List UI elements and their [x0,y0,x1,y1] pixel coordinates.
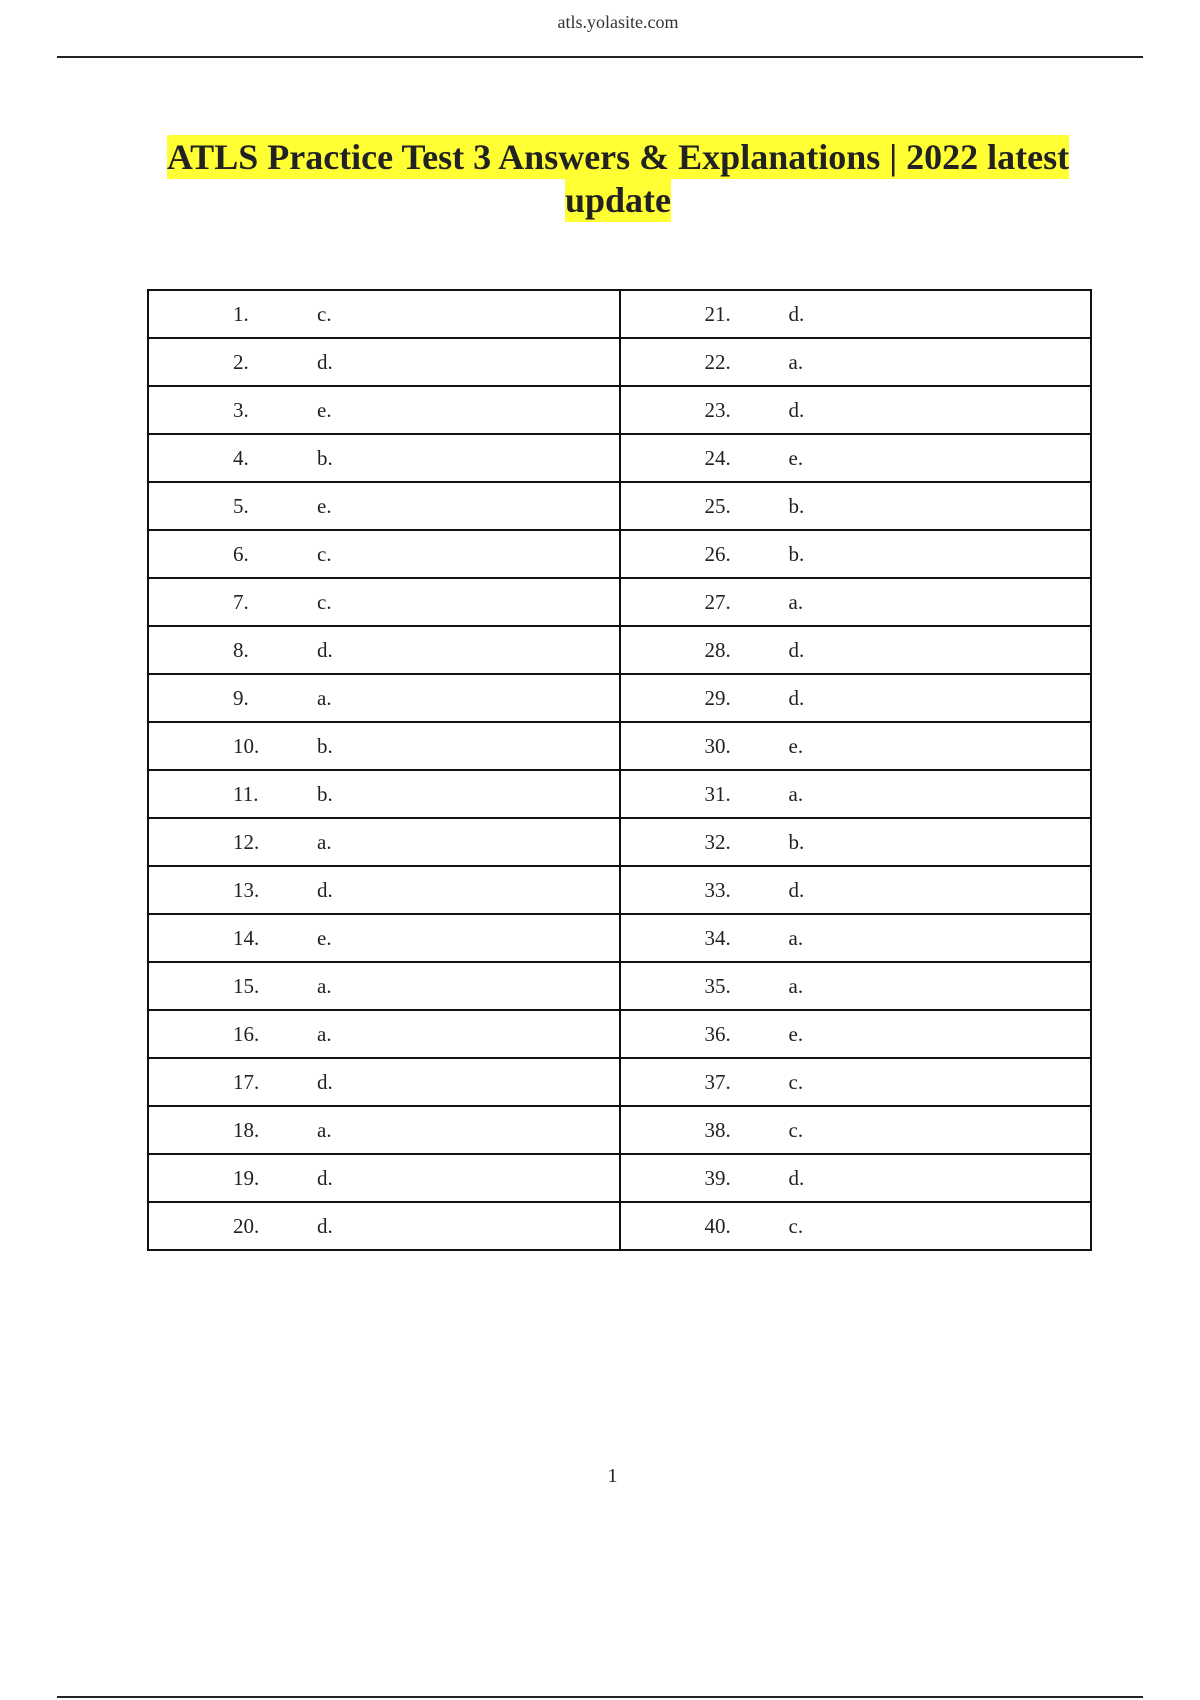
table-row [148,338,1091,386]
answer-letter: d. [788,301,805,326]
answer-cell [620,818,1092,866]
answer-letter: c. [788,1069,804,1094]
answer-cell-content [621,627,1091,673]
answer-cell [620,386,1092,434]
answer-cell [148,290,620,338]
answer-cell-content [149,1155,619,1201]
answer-letter: b. [317,445,333,470]
answer-cell [148,482,620,530]
answer-cell [148,818,620,866]
answer-cell-content [621,867,1091,913]
answer-cell [148,1202,620,1250]
question-number: 40. [704,1213,731,1238]
answer-cell [620,434,1092,482]
answer-cell [620,914,1092,962]
answer-letter: a. [317,1117,332,1142]
question-number: 15. [233,973,260,998]
question-number: 17. [233,1069,260,1094]
answer-cell [148,674,620,722]
answer-letter: d. [788,397,805,422]
answer-cell-content [621,819,1091,865]
answer-cell-content [149,963,619,1009]
table-row [148,1010,1091,1058]
answer-cell [148,914,620,962]
answer-letter: a. [317,685,332,710]
answer-cell [620,626,1092,674]
answer-cell-content [621,1011,1091,1057]
answer-cell-content [149,387,619,433]
question-number: 4. [233,445,249,470]
question-number: 29. [704,685,731,710]
answer-cell-content [149,1011,619,1057]
question-number: 18. [233,1117,260,1142]
page-number: 1 [607,1465,618,1487]
answer-letter: b. [317,733,333,758]
answer-letter: d. [788,685,805,710]
answer-cell [148,1106,620,1154]
table-row [148,674,1091,722]
question-number: 27. [704,589,731,614]
table-row [148,770,1091,818]
answer-cell [620,1010,1092,1058]
question-number: 33. [704,877,731,902]
answer-cell [620,962,1092,1010]
table-row [148,962,1091,1010]
answer-cell-content [149,627,619,673]
answer-cell-content [621,483,1091,529]
answer-letter: b. [788,493,805,518]
answer-letter: a. [317,1021,332,1046]
answer-letter: d. [317,349,333,374]
answer-cell [620,866,1092,914]
question-number: 13. [233,877,260,902]
question-number: 2. [233,349,249,374]
table-row [148,1202,1091,1250]
answer-cell [148,722,620,770]
answer-cell [620,530,1092,578]
answer-letter: a. [788,973,804,998]
answer-cell [148,770,620,818]
question-number: 35. [704,973,731,998]
question-number: 37. [704,1069,731,1094]
answer-cell-content [149,435,619,481]
question-number: 39. [704,1165,731,1190]
answer-cell-content [149,867,619,913]
answer-cell-content [621,1107,1091,1153]
answer-letter: d. [317,1069,333,1094]
answer-letter: e. [317,493,332,518]
answer-cell [148,1058,620,1106]
answer-cell-content [621,675,1091,721]
answer-letter: c. [317,301,332,326]
question-number: 25. [704,493,731,518]
answer-cell [148,578,620,626]
question-number: 34. [704,925,731,950]
question-number: 20. [233,1213,260,1238]
table-row [148,434,1091,482]
answer-letter: d. [317,1165,333,1190]
answer-letter: c. [317,589,332,614]
question-number: 30. [704,733,731,758]
answer-cell [148,530,620,578]
question-number: 16. [233,1021,260,1046]
answer-cell-content [621,963,1091,1009]
page-title [120,136,1116,222]
answer-cell-content [149,723,619,769]
table-row [148,290,1091,338]
answer-cell-content [149,1107,619,1153]
answer-cell [620,770,1092,818]
answer-letter: d. [317,637,333,662]
question-number: 32. [704,829,731,854]
answer-cell [148,962,620,1010]
answer-cell [620,1058,1092,1106]
table-row [148,1154,1091,1202]
answer-cell [148,434,620,482]
answer-cell [620,578,1092,626]
answer-letter: e. [317,925,332,950]
site-header: atls.yolasite.com [557,12,679,32]
question-number: 38. [704,1117,731,1142]
question-number: 3. [233,397,249,422]
question-number: 31. [704,781,731,806]
question-number: 1. [233,301,249,326]
question-number: 14. [233,925,260,950]
question-number: 21. [704,301,731,326]
answer-letter: d. [788,637,805,662]
answer-cell-content [149,1059,619,1105]
question-number: 11. [233,781,259,806]
table-row [148,482,1091,530]
answer-cell-content [621,531,1091,577]
answer-cell-content [149,771,619,817]
question-number: 9. [233,685,249,710]
answer-cell-content [149,915,619,961]
answer-cell-content [149,819,619,865]
answer-cell [148,386,620,434]
question-number: 10. [233,733,260,758]
answer-letter: e. [788,1021,804,1046]
answer-cell-content [621,579,1091,625]
answer-letter: a. [788,349,804,374]
title-line-2: update [564,180,672,220]
question-number: 28. [704,637,731,662]
answer-letter: b. [788,829,805,854]
answer-table-body [148,290,1091,1250]
answer-letter: a. [788,925,804,950]
answer-cell-content [621,435,1091,481]
table-row [148,866,1091,914]
answer-letter: c. [788,1117,804,1142]
question-number: 22. [704,349,731,374]
table-row [148,914,1091,962]
answer-letter: c. [788,1213,804,1238]
title-line-1: ATLS Practice Test 3 Answers & Explanations | 2022 latest [166,137,1070,177]
answer-cell [620,482,1092,530]
question-number: 8. [233,637,249,662]
answer-letter: b. [788,541,805,566]
question-number: 36. [704,1021,731,1046]
answer-letter: d. [317,1213,333,1238]
table-row [148,530,1091,578]
answer-cell [620,722,1092,770]
answer-cell [148,1010,620,1058]
table-row [148,722,1091,770]
answer-cell [148,866,620,914]
answer-letter: b. [317,781,333,806]
table-row [148,386,1091,434]
answer-letter: e. [788,733,804,758]
header-divider [57,56,1143,58]
answer-cell-content [621,915,1091,961]
answer-letter: a. [317,829,332,854]
footer-divider [57,1696,1143,1698]
answer-cell-content [621,1203,1091,1249]
answer-cell-content [621,387,1091,433]
answer-cell-content [621,1059,1091,1105]
answer-cell-content [149,291,619,337]
answer-cell-content [621,339,1091,385]
answer-letter: e. [788,445,804,470]
answer-cell-content [149,483,619,529]
table-row [148,626,1091,674]
answer-cell-content [149,1203,619,1249]
table-row [148,1106,1091,1154]
answer-cell [620,290,1092,338]
answer-cell-content [621,291,1091,337]
answer-cell-content [149,531,619,577]
table-row [148,1058,1091,1106]
answer-cell [620,1106,1092,1154]
question-number: 12. [233,829,260,854]
answer-key-table [147,289,1092,1251]
answer-letter: a. [788,781,804,806]
answer-cell-content [621,723,1091,769]
answer-letter: a. [317,973,332,998]
table-row [148,818,1091,866]
answer-cell-content [621,1155,1091,1201]
question-number: 26. [704,541,731,566]
answer-cell [620,674,1092,722]
answer-letter: d. [788,1165,805,1190]
question-number: 24. [704,445,731,470]
answer-cell-content [149,675,619,721]
question-number: 5. [233,493,249,518]
question-number: 7. [233,589,249,614]
answer-cell-content [621,771,1091,817]
answer-cell [148,338,620,386]
answer-letter: d. [788,877,805,902]
answer-letter: e. [317,397,332,422]
answer-letter: d. [317,877,333,902]
question-number: 6. [233,541,249,566]
answer-letter: c. [317,541,332,566]
answer-letter: a. [788,589,804,614]
question-number: 23. [704,397,731,422]
answer-cell-content [149,579,619,625]
answer-cell-content [149,339,619,385]
answer-cell [148,1154,620,1202]
answer-cell [620,1154,1092,1202]
question-number: 19. [233,1165,260,1190]
answer-cell [620,1202,1092,1250]
answer-cell [620,338,1092,386]
table-row [148,578,1091,626]
answer-cell [148,626,620,674]
